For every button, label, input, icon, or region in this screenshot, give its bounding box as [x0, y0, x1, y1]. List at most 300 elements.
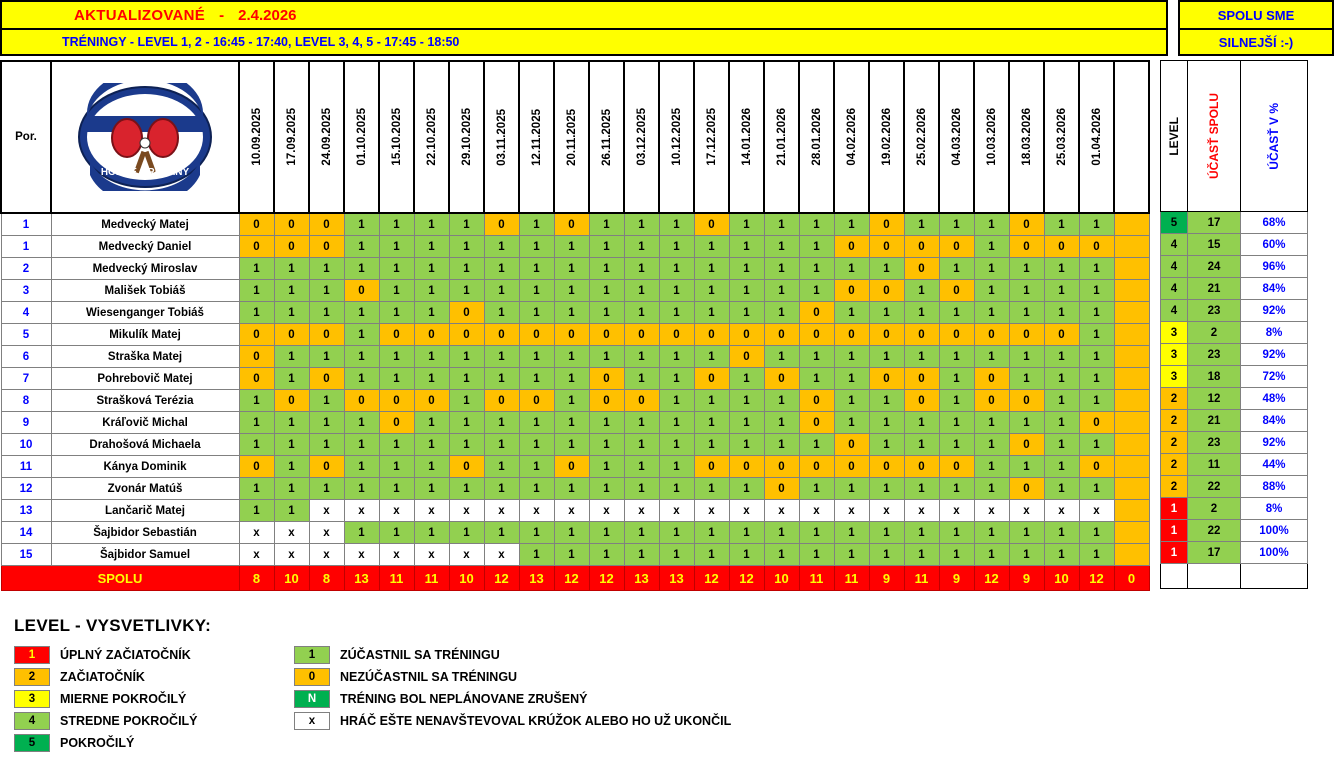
attendance-cell: 1 — [589, 544, 624, 566]
summary-header-label: LEVEL — [1167, 116, 1181, 156]
attendance-total: 22 — [1188, 520, 1241, 542]
attendance-cell: 1 — [344, 478, 379, 500]
attendance-cell: 1 — [659, 412, 694, 434]
attendance-cell: 1 — [1009, 412, 1044, 434]
player-name: Šajbidor Sebastián — [51, 522, 239, 544]
attendance-cell: 0 — [694, 324, 729, 346]
attendance-cell: 0 — [694, 456, 729, 478]
attendance-percent: 8% — [1241, 322, 1308, 344]
attendance-cell: 0 — [974, 390, 1009, 412]
legend-label: TRÉNING BOL NEPLÁNOVANE ZRUŠENÝ — [340, 692, 588, 706]
attendance-cell: 1 — [414, 478, 449, 500]
attendance-cell: 1 — [554, 544, 589, 566]
attendance-cell: 1 — [1044, 412, 1079, 434]
date-header-label: 10.09.2025 — [250, 108, 263, 166]
attendance-cell: 1 — [939, 258, 974, 280]
attendance-cell: 1 — [659, 280, 694, 302]
attendance-cell: 1 — [274, 412, 309, 434]
attendance-total: 12 — [1188, 388, 1241, 410]
attendance-cell: 1 — [1044, 346, 1079, 368]
attendance-cell: 0 — [484, 324, 519, 346]
attendance-cell: 1 — [309, 390, 344, 412]
attendance-cell: 1 — [659, 390, 694, 412]
player-name: Strašková Terézia — [51, 390, 239, 412]
legend-title: LEVEL - VYSVETLIVKY: — [14, 616, 212, 635]
attendance-cell: 1 — [1044, 302, 1079, 324]
club-logo — [60, 83, 230, 191]
attendance-cell: 1 — [309, 346, 344, 368]
attendance-cell: x — [449, 544, 484, 566]
attendance-cell: 1 — [939, 368, 974, 390]
attendance-cell: x — [484, 500, 519, 522]
attendance-cell: 0 — [554, 213, 589, 236]
attendance-cell: 1 — [624, 302, 659, 324]
table-row — [1, 456, 1149, 478]
attendance-cell: 1 — [519, 412, 554, 434]
date-header-label: 04.03.2026 — [950, 108, 963, 166]
attendance-cell: 1 — [974, 478, 1009, 500]
date-header-label: 26.11.2025 — [600, 108, 613, 166]
date-header-label: 25.03.2026 — [1055, 108, 1068, 166]
attendance-total: 21 — [1188, 410, 1241, 432]
row-rank: 11 — [1, 456, 51, 478]
legend-mark-item — [294, 666, 731, 688]
attendance-cell: 1 — [939, 412, 974, 434]
attendance-cell: 0 — [484, 390, 519, 412]
attendance-cell: 1 — [694, 544, 729, 566]
date-header-label: 17.12.2025 — [705, 108, 718, 166]
attendance-cell: 0 — [1009, 213, 1044, 236]
attendance-cell: 1 — [589, 346, 624, 368]
row-rank: 8 — [1, 390, 51, 412]
summary-header-label: ÚČASŤ V % — [1267, 102, 1281, 170]
attendance-cell: x — [904, 500, 939, 522]
attendance-cell: 1 — [729, 213, 764, 236]
attendance-cell: 1 — [484, 302, 519, 324]
attendance-cell: 0 — [869, 280, 904, 302]
attendance-cell: 1 — [729, 280, 764, 302]
attendance-cell: 1 — [309, 258, 344, 280]
attendance-cell: 1 — [1044, 280, 1079, 302]
date-header-label: 19.02.2026 — [880, 108, 893, 166]
attendance-cell: 1 — [589, 302, 624, 324]
attendance-cell-empty — [1114, 368, 1149, 390]
attendance-cell: 1 — [414, 258, 449, 280]
summary-row — [1161, 300, 1308, 322]
date-header — [239, 61, 274, 213]
attendance-cell: 1 — [624, 213, 659, 236]
attendance-cell: 0 — [869, 236, 904, 258]
attendance-cell: 1 — [484, 236, 519, 258]
date-header-label: 24.09.2025 — [320, 108, 333, 166]
attendance-cell: 0 — [904, 390, 939, 412]
attendance-cell: 1 — [449, 390, 484, 412]
attendance-total: 2 — [1188, 498, 1241, 520]
attendance-cell: 0 — [904, 236, 939, 258]
attendance-cell: 1 — [659, 236, 694, 258]
attendance-cell: 1 — [624, 544, 659, 566]
attendance-cell: 0 — [869, 324, 904, 346]
attendance-cell: 1 — [974, 236, 1009, 258]
attendance-cell: 1 — [974, 280, 1009, 302]
attendance-cell: 0 — [239, 368, 274, 390]
attendance-cell: x — [624, 500, 659, 522]
attendance-cell: 0 — [554, 324, 589, 346]
attendance-cell: 1 — [379, 434, 414, 456]
date-header-label: 01.04.2026 — [1090, 108, 1103, 166]
attendance-cell: 1 — [834, 412, 869, 434]
attendance-cell: 1 — [309, 412, 344, 434]
summary-footer-row — [1161, 564, 1308, 589]
player-name: Zvonár Matúš — [51, 478, 239, 500]
date-header — [764, 61, 799, 213]
attendance-cell: x — [1044, 500, 1079, 522]
totals-cell: 10 — [1044, 566, 1079, 591]
attendance-table — [0, 60, 1150, 591]
attendance-cell: 1 — [1009, 522, 1044, 544]
summary-row — [1161, 212, 1308, 234]
totals-cell: 12 — [1079, 566, 1114, 591]
attendance-cell: 0 — [869, 213, 904, 236]
attendance-cell: 1 — [274, 500, 309, 522]
attendance-cell: 1 — [589, 456, 624, 478]
totals-cell: 11 — [379, 566, 414, 591]
legend-mark-item — [294, 710, 731, 732]
attendance-percent: 100% — [1241, 520, 1308, 542]
attendance-total: 2 — [1188, 322, 1241, 344]
attendance-cell: 1 — [974, 302, 1009, 324]
attendance-cell: 1 — [939, 302, 974, 324]
attendance-cell: 1 — [869, 478, 904, 500]
attendance-cell: 1 — [1044, 522, 1079, 544]
attendance-cell: 1 — [624, 280, 659, 302]
summary-row — [1161, 520, 1308, 542]
attendance-cell: 1 — [869, 346, 904, 368]
attendance-cell: 1 — [344, 434, 379, 456]
attendance-cell: 1 — [379, 280, 414, 302]
attendance-cell: 1 — [1044, 368, 1079, 390]
player-name: Mališek Tobiáš — [51, 280, 239, 302]
table-row — [1, 213, 1149, 236]
attendance-cell: 1 — [834, 346, 869, 368]
training-times-banner — [0, 30, 1168, 56]
attendance-cell: 0 — [834, 434, 869, 456]
attendance-cell: 1 — [694, 258, 729, 280]
totals-cell: 12 — [484, 566, 519, 591]
attendance-cell: 1 — [344, 456, 379, 478]
attendance-cell: 1 — [379, 368, 414, 390]
attendance-cell: 1 — [834, 258, 869, 280]
player-level: 1 — [1161, 498, 1188, 520]
player-name: Kánya Dominik — [51, 456, 239, 478]
attendance-cell: 1 — [554, 412, 589, 434]
attendance-cell: 1 — [589, 522, 624, 544]
summary-footer-cell — [1241, 564, 1308, 589]
attendance-cell: 0 — [414, 390, 449, 412]
attendance-cell: 1 — [939, 544, 974, 566]
attendance-cell: 1 — [624, 258, 659, 280]
row-rank: 14 — [1, 522, 51, 544]
attendance-table-body — [1, 61, 1149, 591]
player-level: 4 — [1161, 234, 1188, 256]
attendance-cell: 0 — [799, 412, 834, 434]
row-rank: 4 — [1, 302, 51, 324]
attendance-cell: 1 — [554, 302, 589, 324]
summary-row — [1161, 454, 1308, 476]
attendance-cell: 0 — [799, 456, 834, 478]
attendance-cell: 1 — [449, 412, 484, 434]
attendance-cell: 1 — [694, 412, 729, 434]
attendance-cell: 0 — [764, 478, 799, 500]
attendance-cell-empty — [1114, 544, 1149, 566]
date-header-label: 15.10.2025 — [390, 108, 403, 166]
attendance-cell-empty — [1114, 500, 1149, 522]
attendance-cell: 1 — [484, 456, 519, 478]
attendance-cell: 1 — [554, 522, 589, 544]
attendance-cell: x — [554, 500, 589, 522]
player-level: 1 — [1161, 542, 1188, 564]
row-rank: 5 — [1, 324, 51, 346]
attendance-percent: 92% — [1241, 300, 1308, 322]
date-header — [554, 61, 589, 213]
attendance-cell: 1 — [519, 280, 554, 302]
attendance-cell: 0 — [834, 236, 869, 258]
attendance-cell: 1 — [554, 434, 589, 456]
attendance-cell: 0 — [449, 456, 484, 478]
attendance-cell: 0 — [904, 324, 939, 346]
attendance-cell: 1 — [764, 280, 799, 302]
attendance-cell: 1 — [414, 236, 449, 258]
date-header — [869, 61, 904, 213]
date-header — [344, 61, 379, 213]
player-name: Kráľovič Michal — [51, 412, 239, 434]
attendance-cell: 0 — [729, 324, 764, 346]
attendance-cell-empty — [1114, 324, 1149, 346]
table-row — [1, 544, 1149, 566]
attendance-cell: 0 — [1044, 324, 1079, 346]
date-header — [939, 61, 974, 213]
totals-cell: 11 — [904, 566, 939, 591]
attendance-cell: 1 — [554, 258, 589, 280]
totals-cell: 12 — [554, 566, 589, 591]
attendance-cell: 0 — [939, 236, 974, 258]
legend-swatch: 3 — [14, 690, 50, 708]
attendance-cell: 1 — [379, 346, 414, 368]
attendance-cell: 1 — [1009, 280, 1044, 302]
table-row — [1, 368, 1149, 390]
totals-cell: 12 — [589, 566, 624, 591]
date-header — [274, 61, 309, 213]
player-level: 3 — [1161, 322, 1188, 344]
attendance-cell: 0 — [554, 456, 589, 478]
attendance-cell: 1 — [589, 258, 624, 280]
player-name: Pohrebovič Matej — [51, 368, 239, 390]
attendance-cell: 1 — [729, 236, 764, 258]
attendance-cell: 1 — [624, 478, 659, 500]
player-level: 5 — [1161, 212, 1188, 234]
attendance-cell: 1 — [659, 434, 694, 456]
table-row — [1, 346, 1149, 368]
attendance-cell: 0 — [904, 456, 939, 478]
row-rank: 1 — [1, 236, 51, 258]
attendance-cell: 1 — [589, 280, 624, 302]
attendance-cell: 1 — [309, 434, 344, 456]
por-header: Por. — [1, 61, 51, 213]
attendance-cell: 1 — [799, 236, 834, 258]
totals-cell: 9 — [939, 566, 974, 591]
legend-swatch: 4 — [14, 712, 50, 730]
attendance-percent: 48% — [1241, 388, 1308, 410]
date-header — [1079, 61, 1114, 213]
attendance-cell: 0 — [414, 324, 449, 346]
date-header — [519, 61, 554, 213]
attendance-cell: 1 — [694, 346, 729, 368]
summary-row — [1161, 366, 1308, 388]
attendance-cell: 1 — [414, 280, 449, 302]
attendance-cell: x — [519, 500, 554, 522]
attendance-cell: x — [939, 500, 974, 522]
attendance-percent: 72% — [1241, 366, 1308, 388]
row-rank: 3 — [1, 280, 51, 302]
attendance-cell: 1 — [764, 258, 799, 280]
totals-cell: 10 — [764, 566, 799, 591]
row-rank: 12 — [1, 478, 51, 500]
date-header — [589, 61, 624, 213]
date-header-label: 28.01.2026 — [810, 108, 823, 166]
attendance-cell: 0 — [834, 324, 869, 346]
attendance-total: 17 — [1188, 212, 1241, 234]
attendance-cell: 1 — [799, 280, 834, 302]
attendance-cell: 1 — [554, 236, 589, 258]
table-row — [1, 390, 1149, 412]
date-header-label: 22.10.2025 — [425, 108, 438, 166]
attendance-cell: 0 — [939, 456, 974, 478]
attendance-cell: 0 — [1079, 236, 1114, 258]
subtitle-banner-row — [0, 30, 1344, 56]
attendance-cell: 1 — [379, 478, 414, 500]
attendance-cell: 1 — [519, 236, 554, 258]
attendance-cell: 1 — [344, 346, 379, 368]
attendance-cell: 1 — [624, 346, 659, 368]
attendance-cell: 1 — [344, 258, 379, 280]
attendance-cell: 0 — [379, 324, 414, 346]
legend-mark-item — [294, 688, 731, 710]
attendance-cell: 1 — [659, 544, 694, 566]
date-header-label: 03.11.2025 — [495, 108, 508, 166]
player-name: Lančarič Matej — [51, 500, 239, 522]
attendance-cell: 1 — [239, 412, 274, 434]
attendance-cell-empty — [1114, 213, 1149, 236]
attendance-cell: 1 — [274, 478, 309, 500]
totals-cell: 13 — [624, 566, 659, 591]
summary-table-body — [1161, 61, 1308, 589]
attendance-cell: 1 — [904, 544, 939, 566]
date-header-label: 12.11.2025 — [530, 108, 543, 166]
date-header — [694, 61, 729, 213]
attendance-cell: 0 — [834, 456, 869, 478]
attendance-cell: x — [239, 544, 274, 566]
attendance-cell: 1 — [799, 213, 834, 236]
attendance-cell: x — [274, 544, 309, 566]
attendance-cell: 1 — [274, 434, 309, 456]
attendance-cell: 1 — [484, 346, 519, 368]
attendance-cell: 1 — [1079, 390, 1114, 412]
attendance-cell: 1 — [799, 544, 834, 566]
attendance-cell: 0 — [239, 324, 274, 346]
attendance-cell: 1 — [1079, 258, 1114, 280]
attendance-cell: 1 — [449, 522, 484, 544]
attendance-cell: 1 — [869, 258, 904, 280]
row-rank: 9 — [1, 412, 51, 434]
date-header — [974, 61, 1009, 213]
attendance-cell: 1 — [799, 258, 834, 280]
attendance-cell: 1 — [869, 412, 904, 434]
attendance-cell: 1 — [344, 412, 379, 434]
attendance-cell: 0 — [309, 456, 344, 478]
attendance-total: 23 — [1188, 432, 1241, 454]
attendance-cell-empty — [1114, 236, 1149, 258]
attendance-cell: 0 — [834, 280, 869, 302]
attendance-cell: x — [659, 500, 694, 522]
attendance-cell: 1 — [869, 434, 904, 456]
attendance-cell: 1 — [729, 434, 764, 456]
date-header — [904, 61, 939, 213]
attendance-cell: 1 — [939, 213, 974, 236]
attendance-cell: 0 — [974, 324, 1009, 346]
attendance-cell: x — [414, 544, 449, 566]
header-banner-row — [0, 0, 1344, 30]
player-name: Mikulík Matej — [51, 324, 239, 346]
attendance-cell: 1 — [659, 522, 694, 544]
attendance-cell: 1 — [484, 412, 519, 434]
attendance-cell: 1 — [694, 434, 729, 456]
attendance-cell: 0 — [729, 456, 764, 478]
date-header-label: 03.12.2025 — [635, 108, 648, 166]
attendance-cell: 1 — [1079, 346, 1114, 368]
summary-header — [1241, 61, 1308, 212]
attendance-cell: 1 — [449, 346, 484, 368]
legend-swatch: 1 — [14, 646, 50, 664]
date-header-label: 04.02.2026 — [845, 108, 858, 166]
attendance-cell: 0 — [449, 302, 484, 324]
club-logo-svg — [60, 83, 230, 191]
attendance-cell: 1 — [379, 213, 414, 236]
attendance-cell: 1 — [1079, 478, 1114, 500]
attendance-cell: 1 — [449, 368, 484, 390]
attendance-cell: 0 — [1079, 456, 1114, 478]
attendance-cell: 1 — [1079, 544, 1114, 566]
attendance-total: 11 — [1188, 454, 1241, 476]
attendance-cell: 1 — [904, 478, 939, 500]
attendance-cell: 0 — [274, 213, 309, 236]
attendance-cell: 1 — [239, 500, 274, 522]
player-level: 3 — [1161, 344, 1188, 366]
attendance-cell: 0 — [309, 213, 344, 236]
attendance-cell: x — [379, 500, 414, 522]
player-name: Medvecký Matej — [51, 213, 239, 236]
attendance-percent: 88% — [1241, 476, 1308, 498]
club-logo-cell — [51, 61, 239, 213]
attendance-cell: 1 — [939, 434, 974, 456]
legend-level-item — [14, 688, 294, 710]
date-header — [379, 61, 414, 213]
attendance-cell: 0 — [764, 324, 799, 346]
totals-row — [1, 566, 1149, 591]
attendance-cell: 0 — [274, 324, 309, 346]
attendance-cell: 1 — [239, 258, 274, 280]
attendance-cell: 0 — [589, 324, 624, 346]
attendance-cell: 0 — [344, 390, 379, 412]
